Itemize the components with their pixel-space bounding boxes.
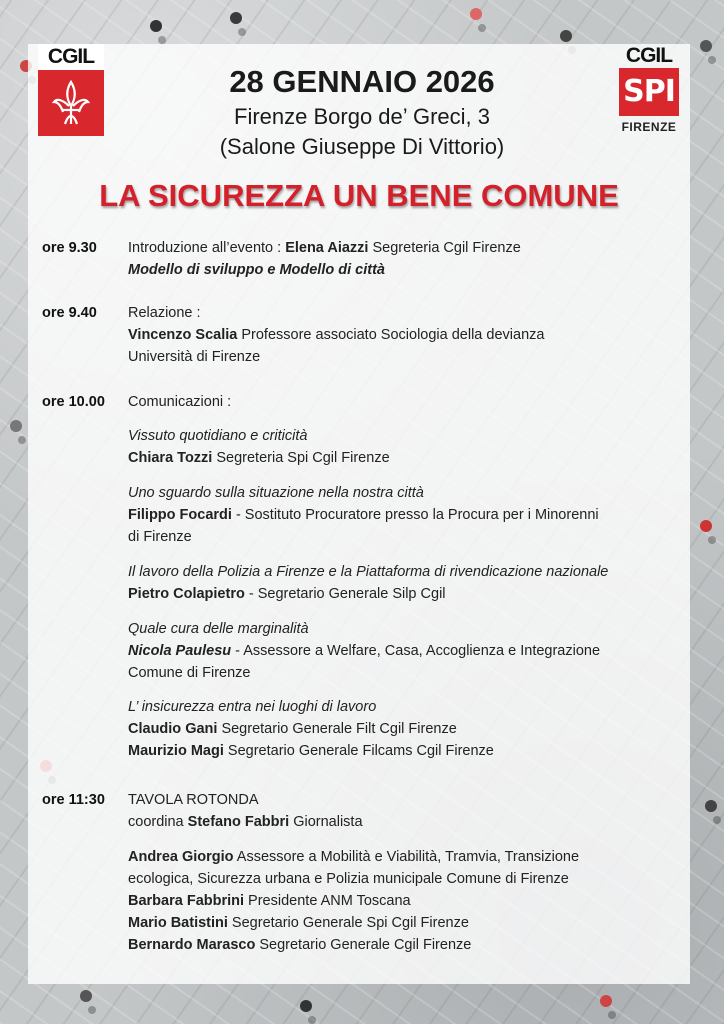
speaker-name: Maurizio Magi — [128, 743, 224, 759]
talk-topic: Uno sguardo sulla situazione nella nostra città — [128, 485, 424, 501]
moderator-label: coordina — [128, 814, 188, 830]
agenda-line — [128, 450, 684, 466]
speaker-name: Mario Batistini — [128, 915, 228, 931]
talk-topic: Quale cura delle marginalità — [128, 621, 309, 637]
agenda-line — [128, 507, 684, 523]
speaker-affiliation: ecologica, Sicurezza urbana e Polizia municipale Comune di Firenze — [128, 871, 569, 887]
talk-topic: L’ insicurezza entra nei luoghi di lavoro — [128, 699, 377, 715]
session-topic: Modello di sviluppo e Modello di città — [128, 262, 385, 278]
agenda-line — [128, 327, 684, 343]
time-slot: ore 9.30 — [42, 240, 97, 256]
speaker-role: - Sostituto Procuratore presso la Procura per i Minorenni — [231, 507, 599, 523]
speaker-name: Pietro Colapietro — [128, 586, 245, 602]
agenda-line — [128, 937, 684, 953]
session-label: TAVOLA ROTONDA — [128, 792, 259, 808]
speaker-affiliation: di Firenze — [128, 529, 192, 545]
speaker-role: Segretario Generale Filt Cgil Firenze — [217, 721, 457, 737]
speaker-role: Giornalista — [289, 814, 363, 830]
time-slot: ore 9.40 — [42, 305, 97, 321]
speaker-role: Segretario Generale Spi Cgil Firenze — [227, 915, 469, 931]
spi-logo-cgil-text: CGIL — [625, 44, 673, 67]
time-slot: ore 11:30 — [42, 792, 105, 808]
speaker-role: Segreteria Cgil Firenze — [368, 240, 521, 256]
event-address: Firenze Borgo de’ Greci, 3 — [234, 104, 490, 129]
spi-logo-mark: SPI — [619, 68, 679, 116]
speaker-affiliation: Comune di Firenze — [128, 665, 251, 681]
agenda-line — [128, 893, 684, 909]
speaker-name: Stefano Fabbri — [187, 814, 290, 830]
speaker-role: Assessore a Mobilità e Viabilità, Tramvia, Transizione — [233, 849, 580, 865]
speaker-name: Claudio Gani — [128, 721, 218, 737]
event-title: LA SICUREZZA UN BENE COMUNE — [99, 178, 619, 213]
time-slot: ore 10.00 — [42, 394, 105, 410]
session-label: Relazione : — [128, 305, 201, 321]
agenda-line — [128, 643, 684, 659]
speaker-role: - Assessore a Welfare, Casa, Accoglienza e Integrazione — [231, 643, 601, 659]
talk-topic: Vissuto quotidiano e criticità — [128, 428, 308, 444]
speaker-role: - Segretario Generale Silp Cgil — [244, 586, 446, 602]
speaker-role: Segreteria Spi Cgil Firenze — [212, 450, 390, 466]
talk-topic: Il lavoro della Polizia a Firenze e la Piattaforma di rivendicazione nazionale — [128, 564, 609, 580]
cgil-logo-text: CGIL — [38, 44, 104, 70]
speaker-role: Segretario Generale Cgil Firenze — [255, 937, 472, 953]
speaker-name: Elena Aiazzi — [285, 240, 369, 256]
speaker-name: Andrea Giorgio — [128, 849, 234, 865]
agenda-line — [128, 849, 684, 865]
speaker-name: Barbara Fabbrini — [128, 893, 245, 909]
speaker-role: Segretario Generale Filcams Cgil Firenze — [223, 743, 494, 759]
speaker-role: Professore associato Sociologia della devianza — [237, 327, 545, 343]
speaker-name: Chiara Tozzi — [128, 450, 213, 466]
speaker-role: Presidente ANM Toscana — [244, 893, 411, 909]
spi-logo-city: FIRENZE — [621, 120, 677, 134]
speaker-name: Bernardo Marasco — [128, 937, 256, 953]
speaker-name: Filippo Focardi — [128, 507, 232, 523]
agenda-line — [128, 240, 684, 256]
speaker-name: Nicola Paulesu — [128, 643, 232, 659]
agenda-line — [128, 586, 684, 602]
event-venue: (Salone Giuseppe Di Vittorio) — [219, 134, 505, 159]
agenda-line — [128, 915, 684, 931]
session-label: Comunicazioni : — [128, 394, 232, 410]
agenda-line — [128, 721, 684, 737]
event-date: 28 GENNAIO 2026 — [229, 64, 495, 99]
speaker-name: Vincenzo Scalia — [128, 327, 238, 343]
intro-label: Introduzione all’evento : — [128, 240, 286, 256]
speaker-affiliation: Università di Firenze — [128, 349, 261, 365]
agenda-line — [128, 814, 684, 830]
agenda-line — [128, 743, 684, 759]
